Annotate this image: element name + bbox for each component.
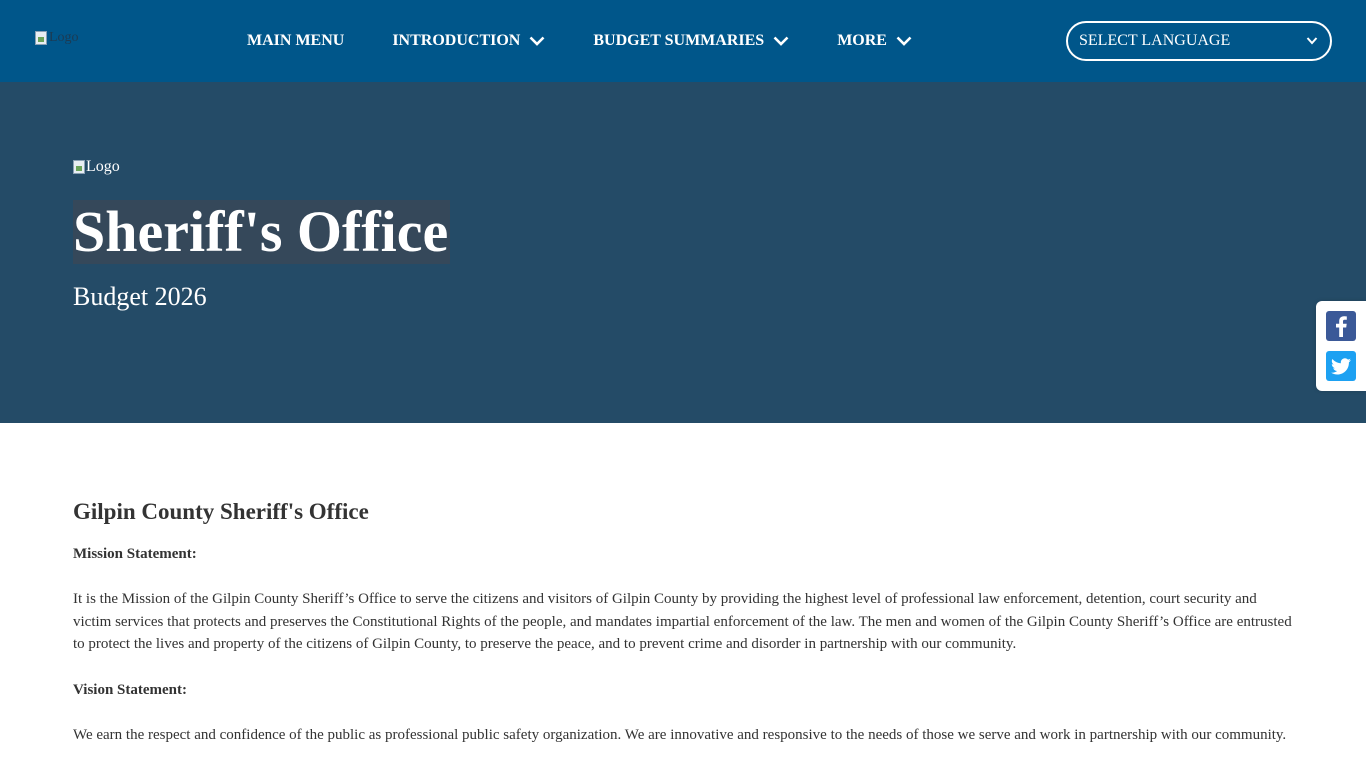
main-content — [73, 498, 1293, 746]
nav-item-main-menu[interactable] — [247, 32, 344, 50]
language-select-label: SELECT LANGUAGE — [1079, 32, 1231, 49]
hero-logo — [73, 158, 120, 176]
mission-label: Mission Statement: — [73, 546, 197, 562]
section-heading: Gilpin County Sheriff's Office — [73, 499, 369, 524]
nav-item-label: MAIN MENU — [247, 32, 345, 49]
nav-item-budget-summaries[interactable] — [593, 32, 789, 50]
nav-item-introduction[interactable] — [392, 32, 545, 50]
facebook-share-button[interactable] — [1326, 311, 1356, 341]
facebook-icon — [1334, 315, 1348, 337]
page-subtitle: Budget 2026 — [73, 282, 207, 311]
nav-item-more[interactable] — [837, 32, 912, 50]
twitter-icon — [1331, 358, 1351, 375]
twitter-share-button[interactable] — [1326, 351, 1356, 381]
chevron-down-icon — [529, 36, 545, 46]
vision-text: We earn the respect and confidence of the public as professional public safety organization. We are innovative and responsive to the needs of those we serve and work in partnership with our community. — [73, 726, 1287, 743]
broken-image-icon — [73, 160, 85, 174]
chevron-down-icon — [896, 36, 912, 46]
main-nav — [247, 0, 960, 82]
broken-image-icon — [35, 31, 47, 45]
chevron-down-icon — [1306, 36, 1318, 46]
hero-banner — [0, 82, 1366, 423]
top-navigation — [0, 0, 1366, 82]
site-logo-alt: Logo — [49, 30, 79, 45]
hero-logo-alt: Logo — [86, 158, 120, 175]
social-share-bar — [1316, 301, 1366, 391]
nav-item-label: INTRODUCTION — [392, 32, 521, 49]
nav-item-label: MORE — [837, 32, 887, 49]
page-title: Sheriff's Office — [73, 199, 449, 264]
vision-label: Vision Statement: — [73, 681, 188, 698]
mission-text: It is the Mission of the Gilpin County Sheriff’s Office to serve the citizens and visitors of Gilpin County by providing the highest level of professional law enforcement, detention, court security and victim services that protects and preserves the Constitutional Rights of the people, and mandates impartial enforcement of the law. The men and women of the Gilpin County Sheriff’s Office are entrusted to protect the lives and property of the citizens of Gilpin County, to preserve the peace, and to prevent crime and disorder in partnership with our community. — [73, 591, 1292, 652]
chevron-down-icon — [773, 36, 789, 46]
language-select[interactable] — [1066, 21, 1332, 61]
nav-item-label: BUDGET SUMMARIES — [593, 32, 765, 49]
site-logo[interactable] — [35, 30, 79, 46]
